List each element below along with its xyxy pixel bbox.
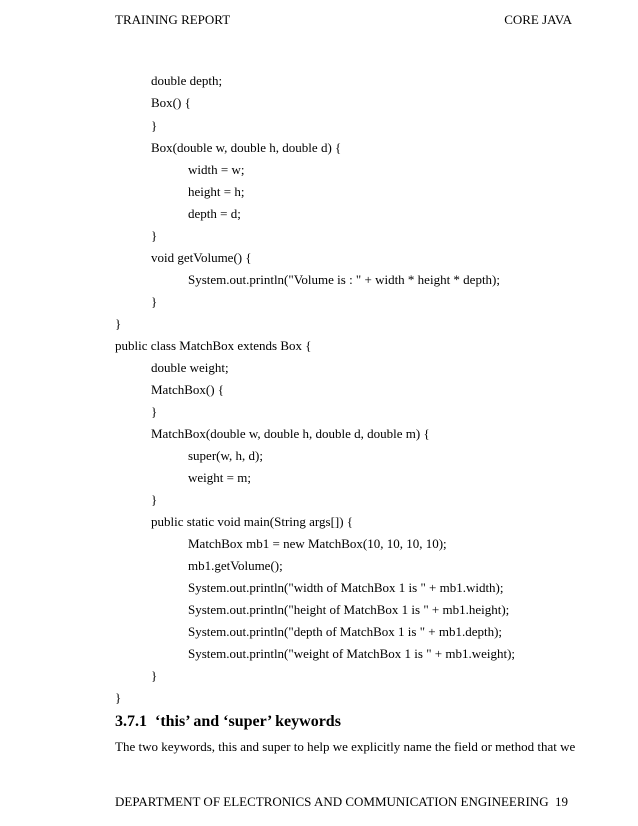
- section-title: ‘this’ and ‘super’ keywords: [155, 713, 341, 730]
- code-line: Box() {: [151, 95, 191, 110]
- code-line: }: [151, 492, 158, 507]
- code-line: }: [151, 294, 158, 309]
- code-line: mb1.getVolume();: [188, 558, 283, 573]
- code-line: System.out.println("weight of MatchBox 1 is " + mb1.weight);: [188, 646, 516, 661]
- section-number: 3.7.1: [115, 713, 147, 730]
- code-line: public static void main(String args[]) {: [151, 514, 354, 529]
- header-subject: CORE JAVA: [504, 12, 572, 27]
- code-line: MatchBox() {: [151, 382, 225, 397]
- code-line: }: [151, 668, 158, 683]
- page-number: 19: [555, 794, 568, 809]
- footer-department: DEPARTMENT OF ELECTRONICS AND COMMUNICATION ENGINEERING: [115, 794, 549, 809]
- code-line: height = h;: [188, 184, 245, 199]
- code-line: depth = d;: [188, 206, 241, 221]
- code-line: weight = m;: [188, 470, 251, 485]
- code-line: }: [151, 404, 158, 419]
- code-line: System.out.println("height of MatchBox 1 is " + mb1.height);: [188, 602, 510, 617]
- code-line: System.out.println("Volume is : " + width * height * depth);: [188, 272, 500, 287]
- code-line: }: [115, 690, 122, 705]
- code-line: MatchBox mb1 = new MatchBox(10, 10, 10, 10);: [188, 536, 447, 551]
- code-line: System.out.println("depth of MatchBox 1 is " + mb1.depth);: [188, 624, 503, 639]
- code-line: super(w, h, d);: [188, 448, 263, 463]
- body-paragraph: The two keywords, this and super to help we explicitly name the field or method that we: [115, 739, 576, 754]
- code-line: }: [151, 228, 158, 243]
- code-line: public class MatchBox extends Box {: [115, 338, 312, 353]
- code-line: }: [151, 118, 158, 133]
- code-line: MatchBox(double w, double h, double d, double m) {: [151, 426, 430, 441]
- code-line: void getVolume() {: [151, 250, 252, 265]
- code-line: System.out.println("width of MatchBox 1 is " + mb1.width);: [188, 580, 504, 595]
- code-line: double depth;: [151, 73, 223, 88]
- code-line: width = w;: [188, 162, 245, 177]
- code-line: }: [115, 316, 122, 331]
- header-report-title: TRAINING REPORT: [115, 12, 231, 27]
- code-line: double weight;: [151, 360, 229, 375]
- code-line: Box(double w, double h, double d) {: [151, 140, 342, 155]
- section-heading: [115, 712, 341, 732]
